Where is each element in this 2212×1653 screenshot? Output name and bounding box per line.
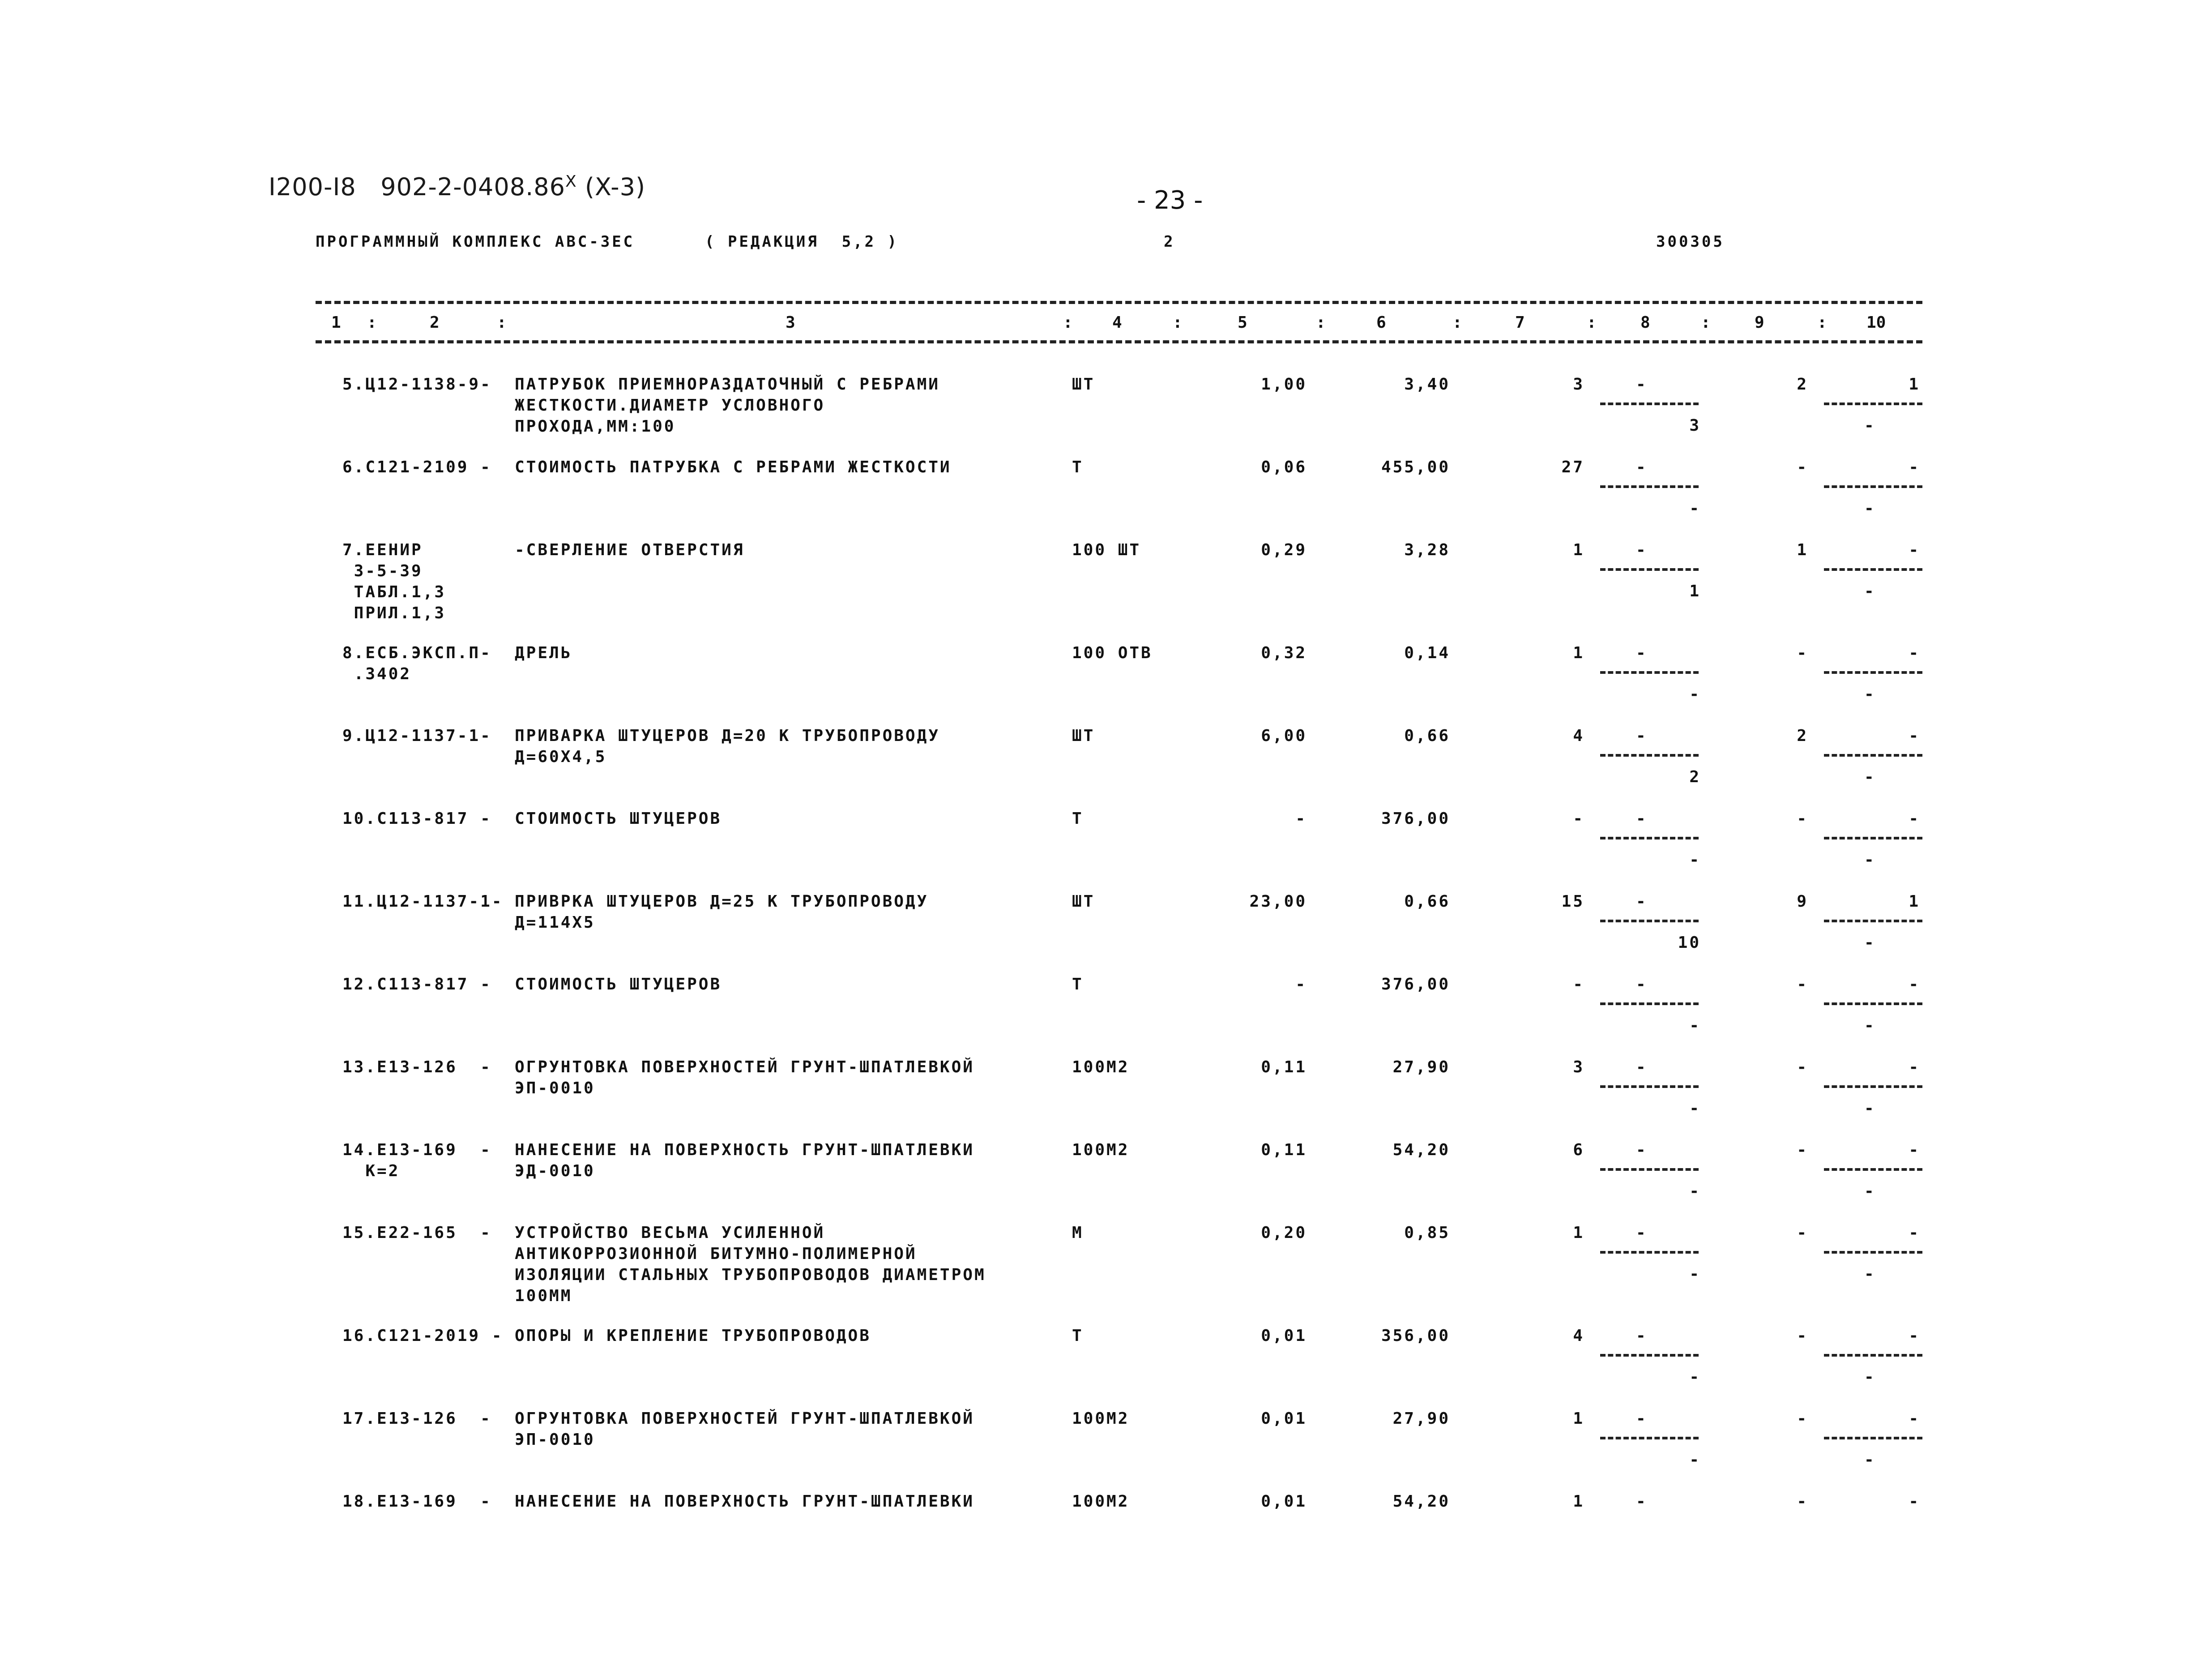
row-col10-bottom: - [1864,1182,1876,1200]
row-col10-top: - [1909,809,1920,828]
row-col10-bottom: - [1864,768,1876,786]
row-col10-bottom: - [1864,1016,1876,1035]
row-quantity: 23,00 [1249,892,1307,911]
row-col10-top: - [1909,458,1920,476]
row-description: СТОИМОСТЬ ШТУЦЕРОВ [515,975,722,994]
row-col8-rule [1600,837,1699,839]
column-header-10: 10 [1866,313,1886,332]
row-unit: 100М2 [1072,1492,1130,1511]
row-col8-rule [1600,920,1699,922]
row-col8-bottom: - [1689,1265,1701,1283]
row-col8-bottom: - [1689,851,1701,869]
row-col7: 3 [1573,375,1584,394]
row-col8-top: - [1636,892,1648,911]
row-col8-bottom: - [1689,1182,1701,1200]
row-unit-price: 0,66 [1404,727,1450,745]
row-code: 12.С113-817 - [342,975,492,994]
row-col7: 1 [1573,1492,1584,1511]
row-col8-rule [1600,1085,1699,1088]
row-col8-top: - [1636,458,1648,476]
row-col8-bottom: - [1689,1016,1701,1035]
column-separator: : [497,313,507,332]
row-col10-rule [1824,1437,1922,1439]
row-col7: 27 [1561,458,1584,476]
row-unit-price: 376,00 [1381,809,1450,828]
row-col8-bottom: 1 [1689,582,1701,600]
row-col7: - [1573,975,1584,994]
row-col7: 1 [1573,1409,1584,1428]
row-col9: - [1797,1327,1808,1345]
column-separator: : [367,313,377,332]
row-quantity: 0,20 [1261,1224,1307,1242]
row-unit-price: 0,14 [1404,644,1450,662]
row-col8-top: - [1636,1224,1648,1242]
row-col9: - [1797,1409,1808,1428]
row-col7: 6 [1573,1141,1584,1159]
row-unit: Т [1072,458,1084,476]
row-code: 10.С113-817 - [342,809,492,828]
row-description: НАНЕСЕНИЕ НА ПОВЕРХНОСТЬ ГРУНТ-ШПАТЛЕВКИ ЭД-0010 [515,1141,974,1180]
row-unit: ШТ [1072,892,1095,911]
row-col8-rule [1600,1354,1699,1357]
column-separator: : [1452,313,1462,332]
row-unit-price: 54,20 [1392,1492,1450,1511]
row-col10-bottom: - [1864,416,1876,435]
row-code: 9.Ц12-1137-1- [342,727,492,745]
row-col9: - [1797,1058,1808,1076]
doc-number: I200-I8 [269,173,356,201]
row-col9: 1 [1797,541,1808,559]
row-description: ПРИВРКА ШТУЦЕРОВ Д=25 К ТРУБОПРОВОДУ Д=114Х5 [515,892,929,932]
column-header-2: 2 [430,313,440,332]
column-separator: : [1701,313,1711,332]
row-col10-bottom: - [1864,685,1876,703]
row-quantity: 6,00 [1261,727,1307,745]
row-unit-price: 356,00 [1381,1327,1450,1345]
row-unit: М [1072,1224,1084,1242]
row-quantity: - [1295,975,1307,994]
row-col10-top: - [1909,975,1920,994]
row-col8-rule [1600,1251,1699,1254]
row-description: ОГРУНТОВКА ПОВЕРХНОСТЕЙ ГРУНТ-ШПАТЛЕВКОЙ ЭП-0010 [515,1058,974,1097]
row-col9: - [1797,644,1808,662]
row-code: 11.Ц12-1137-1- [342,892,504,911]
row-unit-price: 0,66 [1404,892,1450,911]
row-code: 15.Е22-165 - [342,1224,492,1242]
row-unit: 100 ОТВ [1072,644,1153,662]
row-col10-top: - [1909,727,1920,745]
row-col10-rule [1824,671,1922,674]
row-col8-top: - [1636,541,1648,559]
table-top-rule [316,301,1922,304]
row-col9: - [1797,1141,1808,1159]
row-col7: 3 [1573,1058,1584,1076]
row-col8-top: - [1636,727,1648,745]
row-col8-top: - [1636,644,1648,662]
row-col9: - [1797,1492,1808,1511]
row-description: СТОИМОСТЬ ПАТРУБКА С РЕБРАМИ ЖЕСТКОСТИ [515,458,952,476]
row-col10-rule [1824,1354,1922,1357]
row-col10-bottom: - [1864,851,1876,869]
row-unit: Т [1072,975,1084,994]
row-col10-rule [1824,920,1922,922]
row-col8-bottom: 10 [1678,934,1701,952]
row-unit: 100М2 [1072,1058,1130,1076]
row-col8-rule [1600,568,1699,571]
row-col10-rule [1824,485,1922,488]
program-edition: ( РЕДАКЦИЯ 5,2 ) [705,233,899,251]
row-col8-top: - [1636,1492,1648,1511]
row-quantity: 0,29 [1261,541,1307,559]
row-quantity: - [1295,809,1307,828]
column-header-5: 5 [1238,313,1247,332]
document-code: 300305 [1656,233,1725,251]
row-col10-top: - [1909,1492,1920,1511]
row-col9: 2 [1797,375,1808,394]
row-code: 6.С121-2109 - [342,458,492,476]
program-title: ПРОГРАММНЫЙ КОМПЛЕКС АВС-3ЕС [316,233,635,251]
row-col8-top: - [1636,1327,1648,1345]
row-col10-bottom: - [1864,582,1876,600]
row-col7: 4 [1573,1327,1584,1345]
row-col10-rule [1824,1085,1922,1088]
row-unit-price: 27,90 [1392,1409,1450,1428]
row-unit: ШТ [1072,375,1095,394]
row-col8-rule [1600,671,1699,674]
row-description: ПАТРУБОК ПРИЕМНОРАЗДАТОЧНЫЙ С РЕБРАМИ ЖЕСТКОСТИ.ДИАМЕТР УСЛОВНОГО ПРОХОДА,ММ:100 [515,375,940,436]
row-unit-price: 27,90 [1392,1058,1450,1076]
row-unit: Т [1072,1327,1084,1345]
row-col10-bottom: - [1864,1265,1876,1283]
row-description: СТОИМОСТЬ ШТУЦЕРОВ [515,809,722,828]
row-col10-top: - [1909,1224,1920,1242]
row-col7: 1 [1573,541,1584,559]
row-col10-top: - [1909,1327,1920,1345]
row-col8-bottom: - [1689,1099,1701,1118]
row-col8-bottom: - [1689,1368,1701,1386]
row-col10-rule [1824,403,1922,405]
page-number: - 23 - [1137,186,1203,215]
row-code: 7.ЕЕНИР 3-5-39 ТАБЛ.1,3 ПРИЛ.1,3 [342,541,446,622]
row-unit: ШТ [1072,727,1095,745]
doc-variant: (X-3) [585,173,646,201]
row-col10-bottom: - [1864,1451,1876,1469]
row-col10-bottom: - [1864,1368,1876,1386]
row-col8-rule [1600,1437,1699,1439]
row-description: ОГРУНТОВКА ПОВЕРХНОСТЕЙ ГРУНТ-ШПАТЛЕВКОЙ ЭП-0010 [515,1409,974,1449]
row-unit-price: 54,20 [1392,1141,1450,1159]
row-unit-price: 3,28 [1404,541,1450,559]
row-col10-top: - [1909,1141,1920,1159]
column-header-4: 4 [1112,313,1122,332]
row-col9: - [1797,975,1808,994]
row-col10-top: - [1909,541,1920,559]
row-col9: - [1797,1224,1808,1242]
row-code: 13.Е13-126 - [342,1058,492,1076]
row-col9: 2 [1797,727,1808,745]
row-col8-bottom: 3 [1689,416,1701,435]
row-quantity: 0,01 [1261,1327,1307,1345]
row-code: 5.Ц12-1138-9- [342,375,492,394]
row-col8-top: - [1636,1058,1648,1076]
column-header-8: 8 [1640,313,1650,332]
row-col10-rule [1824,568,1922,571]
row-quantity: 0,01 [1261,1492,1307,1511]
row-col8-bottom: - [1689,499,1701,518]
row-col7: 1 [1573,644,1584,662]
row-col8-rule [1600,485,1699,488]
row-col10-bottom: - [1864,934,1876,952]
row-col7: 1 [1573,1224,1584,1242]
row-quantity: 0,11 [1261,1141,1307,1159]
row-col8-bottom: - [1689,1451,1701,1469]
row-description: НАНЕСЕНИЕ НА ПОВЕРХНОСТЬ ГРУНТ-ШПАТЛЕВКИ [515,1492,974,1511]
document-stamp [269,172,645,201]
row-description: -СВЕРЛЕНИЕ ОТВЕРСТИЯ [515,541,745,559]
row-col8-bottom: - [1689,685,1701,703]
row-col8-top: - [1636,375,1648,394]
row-col10-rule [1824,837,1922,839]
column-header-3: 3 [786,313,795,332]
row-col8-rule [1600,403,1699,405]
column-header-1: 1 [331,313,341,332]
row-col8-top: - [1636,1141,1648,1159]
row-unit: Т [1072,809,1084,828]
row-col7: 4 [1573,727,1584,745]
row-col10-top: 1 [1909,892,1920,911]
row-code: 16.С121-2019 - [342,1327,504,1345]
column-header-6: 6 [1376,313,1386,332]
row-col8-rule [1600,1168,1699,1171]
row-col8-top: - [1636,1409,1648,1428]
row-code: 14.Е13-169 - К=2 [342,1141,492,1180]
row-unit: 100М2 [1072,1141,1130,1159]
row-code-continuation: .3402 [342,665,412,683]
row-quantity: 0,01 [1261,1409,1307,1428]
row-col7: - [1573,809,1584,828]
row-code: 17.Е13-126 - [342,1409,492,1428]
row-unit: 100М2 [1072,1409,1130,1428]
row-unit-price: 376,00 [1381,975,1450,994]
row-description: ОПОРЫ И КРЕПЛЕНИЕ ТРУБОПРОВОДОВ [515,1327,871,1345]
row-col10-rule [1824,1002,1922,1005]
row-col9: - [1797,809,1808,828]
row-quantity: 0,06 [1261,458,1307,476]
row-col8-bottom: 2 [1689,768,1701,786]
column-header-9: 9 [1755,313,1764,332]
row-unit-price: 455,00 [1381,458,1450,476]
sheet-number: 2 [1164,233,1175,251]
row-code: 18.Е13-169 - [342,1492,492,1511]
row-col10-rule [1824,1251,1922,1254]
row-col10-top: - [1909,1409,1920,1428]
row-unit-price: 0,85 [1404,1224,1450,1242]
row-col8-rule [1600,754,1699,757]
row-description: УСТРОЙСТВО ВЕСЬМА УСИЛЕННОЙ АНТИКОРРОЗИОННОЙ БИТУМНО-ПОЛИМЕРНОЙ ИЗОЛЯЦИИ СТАЛЬНЫХ ТРУБОПРОВОДОВ ДИАМЕТРОМ 100ММ [515,1224,986,1305]
row-description: ПРИВАРКА ШТУЦЕРОВ Д=20 К ТРУБОПРОВОДУ Д=60Х4,5 [515,727,940,766]
row-col10-bottom: - [1864,499,1876,518]
row-quantity: 0,32 [1261,644,1307,662]
column-separator: : [1587,313,1597,332]
row-code: 8.ЕСБ.ЭКСП.П- [342,644,492,662]
table-header-rule [316,340,1922,343]
row-col10-top: 1 [1909,375,1920,394]
doc-series: 902-2-0408.86 [380,173,565,201]
row-unit: 100 ШТ [1072,541,1141,559]
row-unit-price: 3,40 [1404,375,1450,394]
row-col10-bottom: - [1864,1099,1876,1118]
row-quantity: 0,11 [1261,1058,1307,1076]
column-header-7: 7 [1515,313,1525,332]
row-col8-top: - [1636,975,1648,994]
row-col9: - [1797,458,1808,476]
row-col8-rule [1600,1002,1699,1005]
column-separator: : [1817,313,1827,332]
column-separator: : [1063,313,1073,332]
row-col9: 9 [1797,892,1808,911]
row-col10-top: - [1909,644,1920,662]
row-col7: 15 [1561,892,1584,911]
row-col8-top: - [1636,809,1648,828]
column-separator: : [1316,313,1326,332]
column-separator: : [1173,313,1183,332]
doc-superscript: X [565,172,577,191]
row-description: ДРЕЛЬ [515,644,572,662]
row-col10-rule [1824,754,1922,757]
row-col10-top: - [1909,1058,1920,1076]
row-quantity: 1,00 [1261,375,1307,394]
row-col10-rule [1824,1168,1922,1171]
